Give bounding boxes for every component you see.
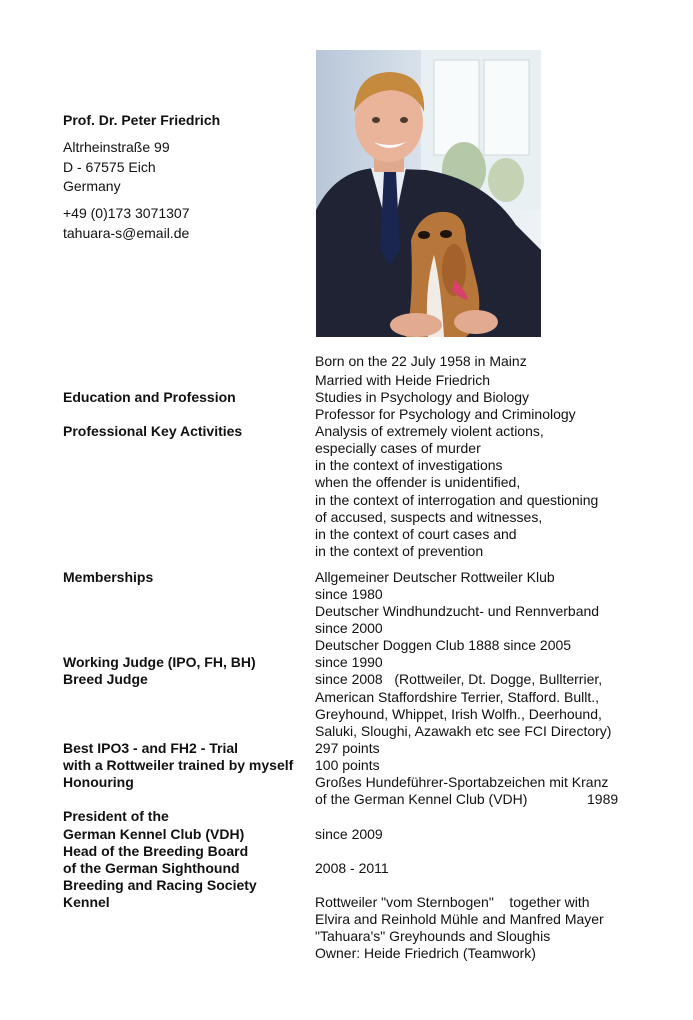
president-label: German Kennel Club (VDH)	[63, 826, 245, 842]
activity-line: especially cases of murder	[315, 440, 481, 456]
breed-judge-label: Breed Judge	[63, 671, 148, 687]
membership-line: since 2000	[315, 620, 383, 636]
activity-line: of accused, suspects and witnesses,	[315, 509, 543, 525]
membership-line: Deutscher Doggen Club 1888 since 2005	[315, 637, 572, 653]
working-judge-label: Working Judge (IPO, FH, BH)	[63, 654, 256, 670]
activity-line: in the context of prevention	[315, 543, 484, 559]
kennel-line: Elvira and Reinhold Mühle and Manfred Mayer	[315, 911, 604, 927]
membership-line: Deutscher Windhundzucht- und Rennverband	[315, 603, 600, 619]
education-line: Studies in Psychology and Biology	[315, 389, 530, 405]
head-board-label: of the German Sighthound	[63, 860, 240, 876]
breed-judge-line: Saluki, Sloughi, Azawakh etc see FCI Directory)	[315, 723, 612, 739]
best-trial-value: 297 points	[315, 740, 380, 756]
breed-judge-line: American Staffordshire Terrier, Stafford. Bullt.,	[315, 689, 600, 705]
kennel-line: Owner: Heide Friedrich (Teamwork)	[315, 945, 536, 961]
education-line: Professor for Psychology and Criminology	[315, 406, 576, 422]
breed-judge-line: since 2008 (Rottweiler, Dt. Dogge, Bullterrier,	[315, 671, 603, 687]
address-line: Altrheinstraße 99	[63, 139, 170, 155]
membership-line: since 1980	[315, 586, 383, 602]
working-judge-value: since 1990	[315, 654, 383, 670]
kennel-label: Kennel	[63, 894, 110, 910]
best-trial-label: Best IPO3 - and FH2 - Trial	[63, 740, 239, 756]
kennel-line: "Tahuara's" Greyhounds and Sloughis	[315, 928, 551, 944]
honouring-line: of the German Kennel Club (VDH)	[315, 791, 528, 807]
activity-line: in the context of interrogation and questioning	[315, 492, 599, 508]
email-address: tahuara-s@email.de	[63, 225, 190, 241]
membership-line: Allgemeiner Deutscher Rottweiler Klub	[315, 569, 555, 585]
activity-line: in the context of investigations	[315, 457, 503, 473]
marital-info: Married with Heide Friedrich	[315, 372, 491, 388]
honouring-year: 1989	[587, 791, 619, 807]
activity-line: Analysis of extremely violent actions,	[315, 423, 544, 439]
head-board-label: Breeding and Racing Society	[63, 877, 257, 893]
head-board-value: 2008 - 2011	[315, 860, 389, 876]
head-board-label: Head of the Breeding Board	[63, 843, 249, 859]
honouring-line: Großes Hundeführer-Sportabzeichen mit Kranz	[315, 774, 609, 790]
activity-line: in the context of court cases and	[315, 526, 517, 542]
best-trial-label: with a Rottweiler trained by myself	[63, 757, 294, 773]
kennel-line: Rottweiler "vom Sternbogen" together with	[315, 894, 590, 910]
president-value: since 2009	[315, 826, 383, 842]
address-line: Germany	[63, 178, 121, 194]
phone-number: +49 (0)173 3071307	[63, 205, 190, 221]
activities-label: Professional Key Activities	[63, 423, 243, 439]
address-line: D - 67575 Eich	[63, 159, 156, 175]
education-label: Education and Profession	[63, 389, 236, 405]
honouring-label: Honouring	[63, 774, 134, 790]
activity-line: when the offender is unidentified,	[315, 474, 521, 490]
person-name: Prof. Dr. Peter Friedrich	[63, 112, 221, 128]
best-trial-value: 100 points	[315, 757, 380, 773]
breed-judge-line: Greyhound, Whippet, Irish Wolfh., Deerhound,	[315, 706, 602, 722]
president-label: President of the	[63, 808, 169, 824]
birth-info: Born on the 22 July 1958 in Mainz	[315, 353, 527, 369]
profile-photo	[316, 50, 541, 337]
memberships-label: Memberships	[63, 569, 154, 585]
